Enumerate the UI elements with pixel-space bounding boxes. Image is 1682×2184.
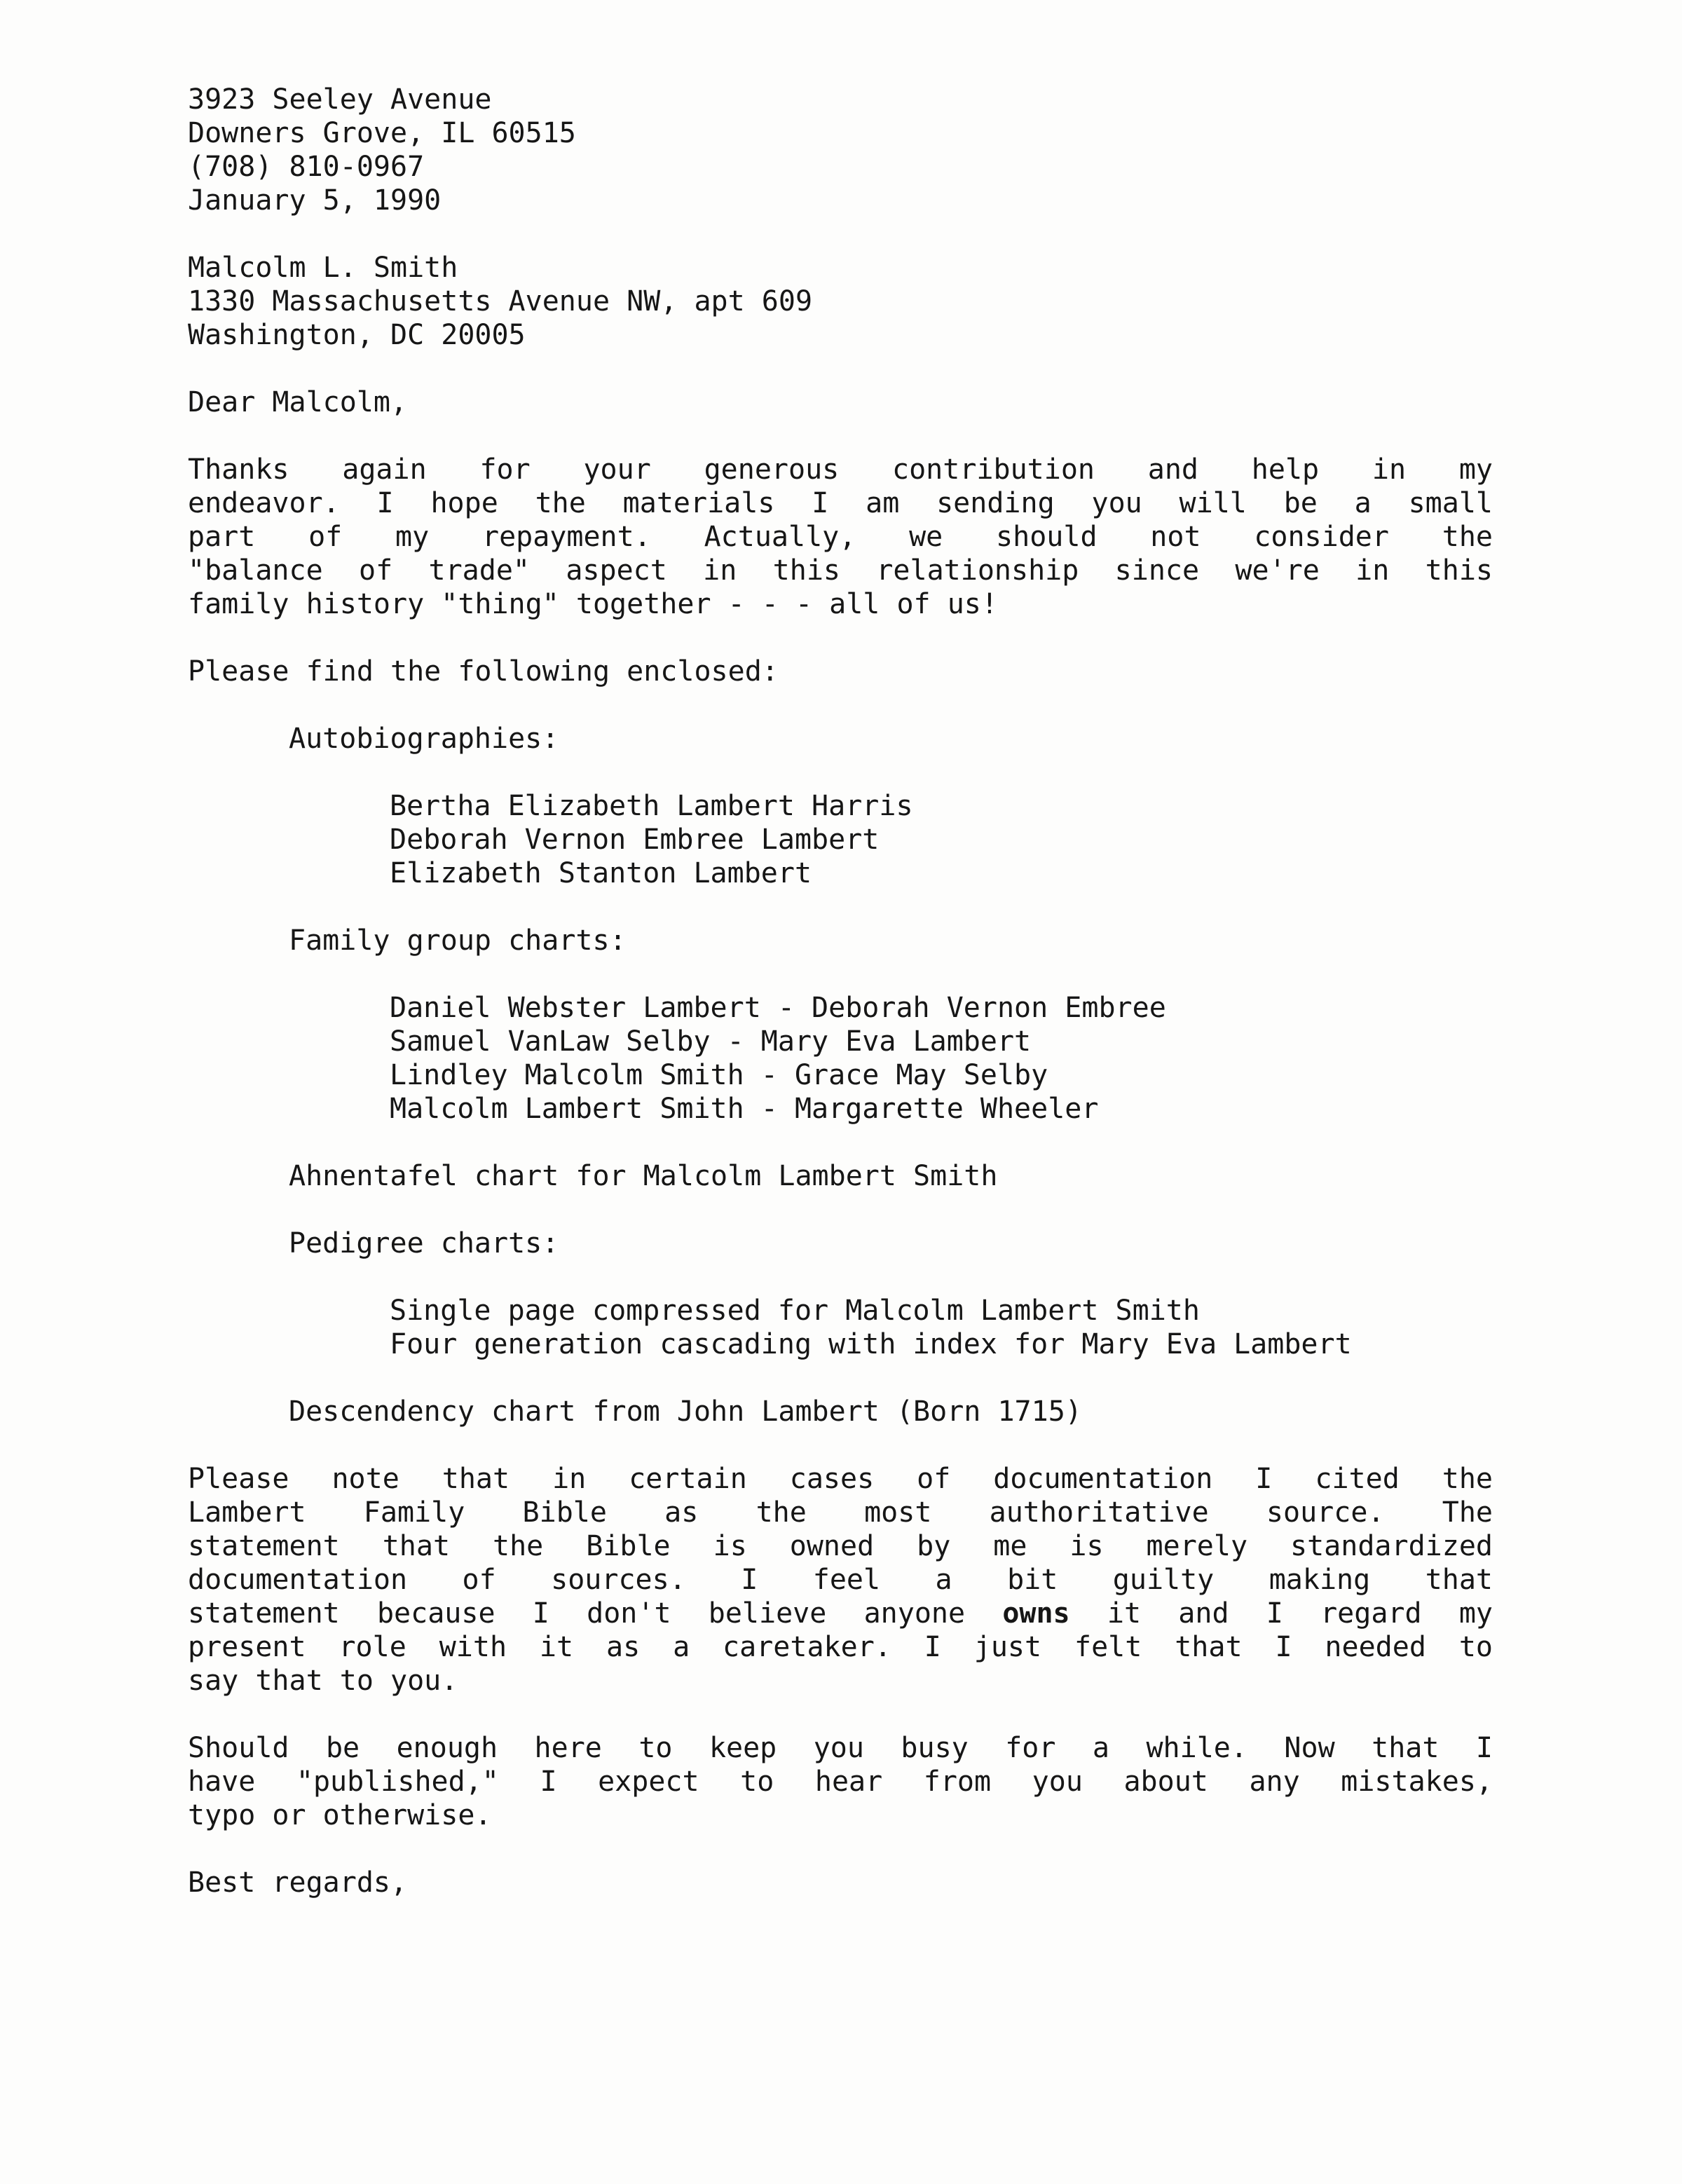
spacer: [188, 688, 1493, 722]
family-group-chart-item: Daniel Webster Lambert - Deborah Vernon Embree: [390, 992, 1166, 1024]
spacer: [188, 756, 1493, 789]
emphasis-owns: owns: [1002, 1597, 1070, 1630]
spacer: [188, 890, 1493, 924]
enclosure-list: [188, 722, 1493, 1428]
spacer: [188, 1361, 1493, 1395]
pedigree-heading: Pedigree charts:: [289, 1227, 559, 1260]
sender-address-block: [188, 83, 1493, 217]
spacer: [188, 352, 1493, 385]
spacer: [188, 1193, 1493, 1227]
paragraph-line: say that to you.: [188, 1665, 458, 1697]
letter-date: January 5, 1990: [188, 184, 442, 217]
paragraph-line: family history "thing" together - - - all of us!: [188, 588, 998, 620]
paragraph-line: statement that the Bible is owned by me is merely standardized: [188, 1530, 1493, 1562]
text-segment: statement because I don't believe anyone: [188, 1597, 1003, 1630]
salutation: Dear Malcolm,: [188, 386, 408, 418]
ahnentafel-chart: Ahnentafel chart for Malcolm Lambert Smith: [289, 1160, 998, 1192]
paragraph-bible-note: [188, 1462, 1493, 1698]
paragraph-line: Please note that in certain cases of documentation I cited the: [188, 1463, 1493, 1495]
enclosed-intro: Please find the following enclosed:: [188, 655, 779, 688]
paragraph-line: endeavor. I hope the materials I am sending you will be a small: [188, 487, 1493, 519]
sender-city-state-zip: Downers Grove, IL 60515: [188, 117, 576, 149]
spacer: [188, 217, 1493, 251]
autobiographies-heading: Autobiographies:: [289, 723, 559, 755]
paragraph-thanks: [188, 453, 1493, 621]
paragraph-line: have "published," I expect to hear from you about any mistakes,: [188, 1766, 1493, 1798]
paragraph-closing-note: [188, 1731, 1493, 1832]
paragraph-line: present role with it as a caretaker. I just felt that I needed to: [188, 1631, 1493, 1663]
spacer: [188, 1260, 1493, 1294]
paragraph-line: documentation of sources. I feel a bit guilty making that: [188, 1564, 1493, 1596]
text-segment: it and I regard my: [1069, 1597, 1493, 1630]
recipient-street: 1330 Massachusetts Avenue NW, apt 609: [188, 285, 813, 318]
spacer: [188, 1698, 1493, 1731]
closing: Best regards,: [188, 1866, 408, 1899]
family-group-chart-item: Malcolm Lambert Smith - Margarette Wheeler: [390, 1093, 1099, 1125]
paragraph-line: part of my repayment. Actually, we should not consider the: [188, 521, 1493, 553]
paragraph-line: Thanks again for your generous contribution and help in my: [188, 453, 1493, 486]
paragraph-line: "balance of trade" aspect in this relationship since we're in this: [188, 554, 1493, 587]
paragraph-line: typo or otherwise.: [188, 1799, 492, 1831]
descendency-chart: Descendency chart from John Lambert (Born 1715): [289, 1395, 1082, 1428]
spacer: [188, 419, 1493, 453]
paragraph-line: [188, 1597, 1493, 1630]
spacer: [188, 1832, 1493, 1866]
pedigree-chart-item: Four generation cascading with index for Mary Eva Lambert: [390, 1328, 1352, 1360]
sender-street: 3923 Seeley Avenue: [188, 83, 492, 116]
autobiography-item: Bertha Elizabeth Lambert Harris: [390, 790, 913, 822]
recipient-name: Malcolm L. Smith: [188, 252, 458, 284]
family-group-heading: Family group charts:: [289, 924, 627, 957]
family-group-chart-item: Samuel VanLaw Selby - Mary Eva Lambert: [390, 1025, 1032, 1058]
paragraph-line: Lambert Family Bible as the most authoritative source. The: [188, 1496, 1493, 1529]
recipient-city-state-zip: Washington, DC 20005: [188, 319, 526, 351]
paragraph-line: Should be enough here to keep you busy for a while. Now that I: [188, 1732, 1493, 1764]
spacer: [188, 1126, 1493, 1159]
autobiography-item: Elizabeth Stanton Lambert: [390, 857, 812, 889]
letter-body: [188, 83, 1493, 1899]
autobiography-item: Deborah Vernon Embree Lambert: [390, 824, 880, 856]
spacer: [188, 957, 1493, 991]
sender-phone: (708) 810-0967: [188, 151, 425, 183]
family-group-chart-item: Lindley Malcolm Smith - Grace May Selby: [390, 1059, 1048, 1091]
spacer: [188, 621, 1493, 655]
pedigree-chart-item: Single page compressed for Malcolm Lambert Smith: [390, 1295, 1200, 1327]
recipient-address-block: [188, 251, 1493, 352]
spacer: [188, 1428, 1493, 1462]
